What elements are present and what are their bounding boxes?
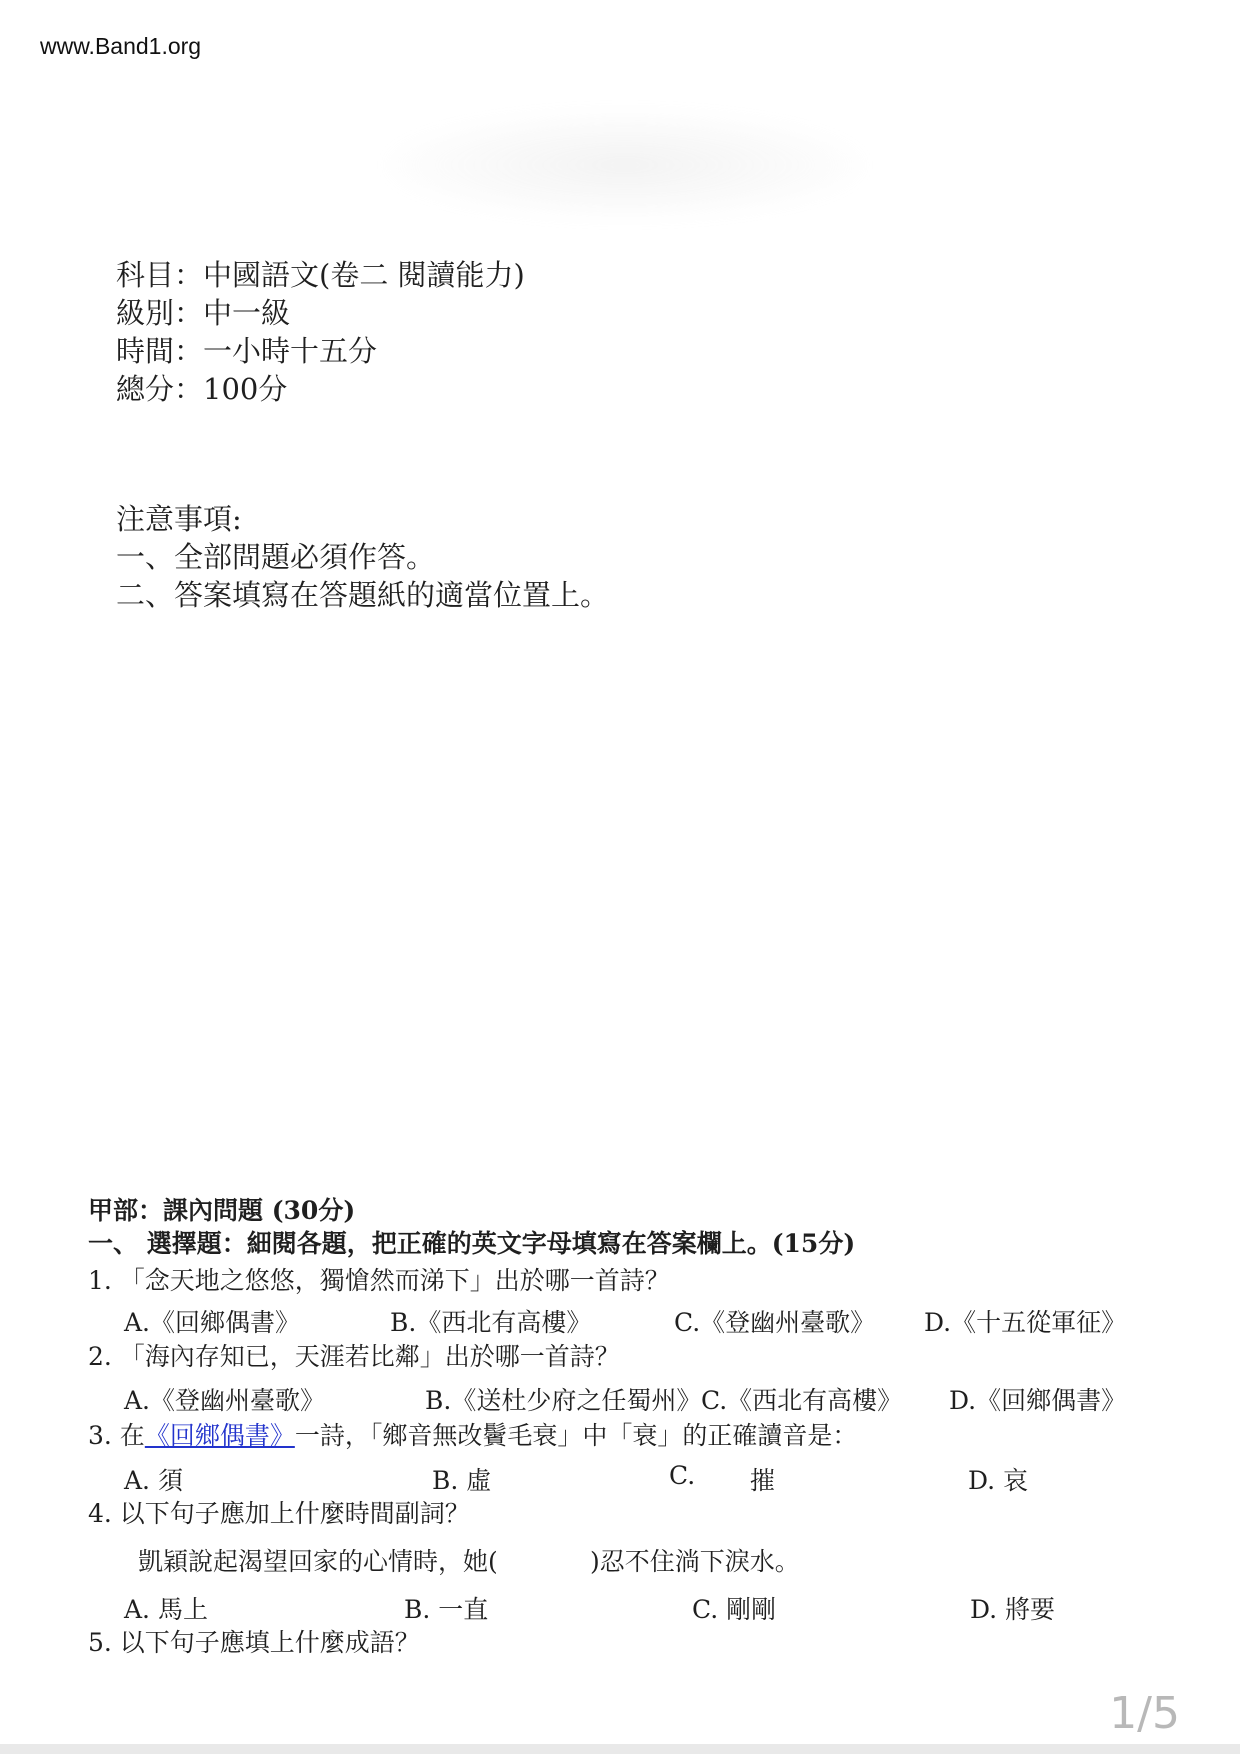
q1-option-a: A.《回鄉偶書》 (124, 1308, 301, 1337)
instruction-item-2: 二、答案填寫在答題紙的適當位置上。 (116, 578, 610, 612)
subject-line: 科目：中國語文(卷二 閱讀能力) (116, 258, 525, 292)
q4-option-a: A. 馬上 (124, 1595, 208, 1624)
cover-info (116, 256, 525, 408)
q4-option-d: D. 將要 (970, 1595, 1056, 1624)
q3-option-a: A. 須 (124, 1466, 183, 1495)
q4-sentence-part-2: )忍不住淌下淚水。 (590, 1547, 800, 1576)
instructions (116, 500, 609, 614)
q2-option-a: A.《登幽州臺歌》 (124, 1386, 326, 1415)
q4-option-c: C. 剛剛 (692, 1595, 777, 1624)
q3-suffix: 一詩，「鄉音無改鬢毛衰」中「衰」的正確讀音是： (294, 1421, 858, 1450)
q3-option-c-text: 摧 (750, 1466, 776, 1495)
scan-smudge (385, 110, 865, 220)
bottom-bar (0, 1744, 1240, 1754)
q1-option-d: D.《十五從軍征》 (924, 1308, 1127, 1337)
q3-prefix: 3. 在 (88, 1421, 145, 1450)
question-4: 4. 以下句子應加上什麼時間副詞？ (88, 1499, 470, 1528)
poem-link[interactable]: 《回鄉偶書》 (144, 1421, 295, 1450)
total-score-line: 總分：100分 (116, 372, 288, 406)
q2-option-d: D.《回鄉偶書》 (949, 1386, 1127, 1415)
q4-option-b: B. 一直 (404, 1595, 489, 1624)
instruction-item-1: 一、全部問題必須作答。 (116, 540, 436, 574)
q4-sentence-part-1: 凱穎說起渴望回家的心情時，她( (138, 1547, 498, 1576)
instructions-title: 注意事項: (116, 502, 242, 536)
grade-line: 級別：中一級 (116, 296, 291, 330)
site-url: www.Band1.org (40, 33, 202, 59)
q2-option-c: C.《西北有高樓》 (701, 1386, 903, 1415)
q1-option-c: C.《登幽州臺歌》 (674, 1308, 876, 1337)
question-5: 5. 以下句子應填上什麼成語？ (88, 1628, 420, 1657)
q3-option-b: B. 虛 (432, 1466, 492, 1495)
page-indicator: 1/5 (1109, 1688, 1180, 1739)
q1-option-b: B.《西北有高樓》 (390, 1308, 592, 1337)
question-3 (88, 1416, 857, 1452)
section-subtitle: 一、 選擇題：細閱各題，把正確的英文字母填寫在答案欄上。(15分) (88, 1229, 856, 1258)
time-line: 時間：一小時十五分 (116, 334, 378, 368)
q3-option-c: C. (669, 1461, 696, 1490)
question-1: 1. 「念天地之悠悠，獨愴然而涕下」出於哪一首詩？ (88, 1266, 670, 1295)
question-2: 2. 「海內存知已，天涯若比鄰」出於哪一首詩？ (88, 1342, 620, 1371)
q3-option-d: D. 哀 (968, 1466, 1029, 1495)
section-title: 甲部：課內問題 (30分) (88, 1196, 356, 1225)
q2-option-b: B.《送杜少府之任蜀州》 (425, 1386, 702, 1415)
